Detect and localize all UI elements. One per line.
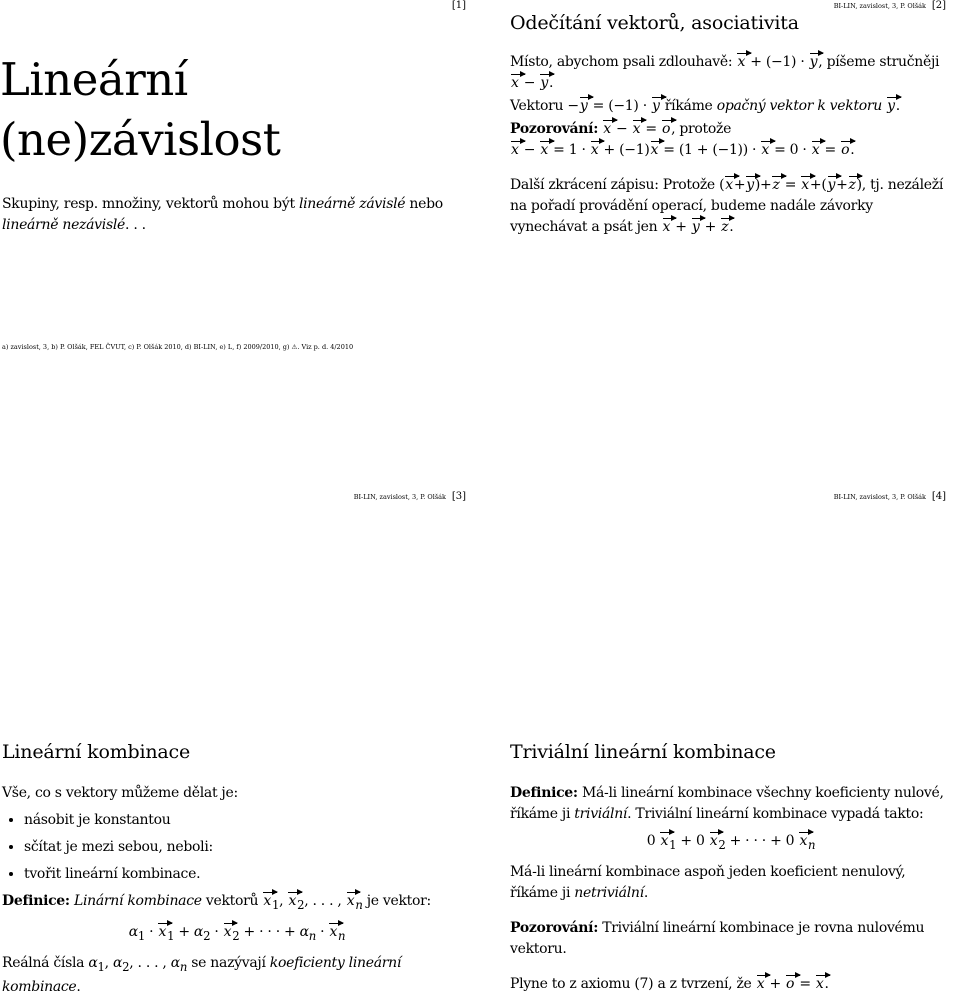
term-independent: lineárně nezávislé (2, 217, 126, 233)
subscript: n (308, 928, 316, 943)
lead-text: Vše, co s vektory můžeme dělat je: (2, 785, 238, 801)
text-fragment: = (−1) · (592, 98, 647, 114)
text-fragment: říkáme (664, 98, 713, 114)
vector-symbol: y (691, 217, 701, 238)
vector-symbol: x (539, 140, 549, 161)
vector-symbol: x (287, 891, 297, 912)
text-fragment: Má-li lineární kombinace aspoň jeden koeficient nenulový, říkáme ji (510, 863, 906, 901)
title-line-2: (ne)závislost (0, 113, 281, 166)
vector-symbol: z (720, 217, 729, 238)
vector-symbol: x (510, 140, 520, 161)
observation (510, 918, 952, 960)
text-fragment: = (1 + (−1)) · (663, 142, 757, 158)
vector-symbol: x (724, 175, 734, 196)
vector-symbol: x (662, 217, 672, 238)
vector-symbol: x (157, 922, 167, 943)
formula: 0 $x_1 + 0$ $x_2$ + · · · + 0 $x_n$ (646, 833, 816, 852)
term-coefficients: koeficienty lineární kombinace (2, 954, 402, 996)
slide-title: Triviální lineární kombinace (510, 741, 776, 763)
slide-body (510, 52, 952, 238)
subscript (338, 929, 345, 943)
text-fragment (510, 960, 952, 974)
text-fragment: = (824, 142, 836, 158)
intro-text: Skupiny, resp. množiny, vektorů mohou být (2, 196, 295, 212)
slide-header: BI-LIN, zavislost, 3, P. Olšák (833, 493, 926, 501)
vector-symbol: x (760, 140, 770, 161)
vector-symbol: y (886, 96, 896, 117)
page-number: [1] (451, 0, 466, 11)
slide-body (2, 783, 472, 998)
vector-symbol: x (811, 140, 821, 161)
conclusion: Plyne to z axiomu (7) a z tvrzení, že x + o = x. (510, 974, 952, 995)
page-number: [4] (931, 491, 946, 502)
vector-symbol: x (510, 73, 520, 94)
vector-symbol: x (223, 922, 233, 943)
text-fragment: vektorů (205, 893, 259, 909)
footer-meta: a) zavislost, 3, b) P. Olšák, FEL ČVUT, c) P. Olšák 2010, d) BI-LIN, e) L, f) 2009/2010, g) ⚠. Viz p. d. 4/2010 (2, 343, 354, 351)
text-fragment: = (645, 121, 657, 137)
term-linear-combination: Linární kombinace (73, 893, 202, 909)
term-opposite-vector: opačný vektor k vektoru (716, 98, 883, 114)
nontrivial-definition: Má-li lineární kombinace aspoň jeden koeficient nenulový, říkáme ji netriviální. (510, 863, 906, 901)
vector-symbol: x (632, 119, 642, 140)
vector-symbol: y (579, 96, 589, 117)
slide-header: BI-LIN, zavislost, 3, P. Olšák (833, 2, 926, 10)
intro-text: nebo (409, 196, 443, 212)
text-fragment: Má-li lineární kombinace všechny koeficienty nulové, říkáme ji (510, 785, 944, 822)
vector-x: x (736, 52, 746, 73)
term-nontrivial: netriviální (574, 884, 644, 901)
subscript (808, 838, 815, 852)
definition: Definice: Linární kombinace vektorů $x_1$, $x_2$, . . . , $x_n$ je vektor: (2, 893, 431, 912)
text-fragment: , píšeme stručněji (818, 54, 940, 70)
text-fragment: n (338, 928, 346, 943)
definition (510, 783, 952, 825)
text-fragment: Další zkrácení zápisu: Protože ( (510, 177, 725, 193)
text-fragment: Definice: (2, 893, 70, 909)
term-dependent: lineárně závislé (298, 196, 406, 212)
vector-symbol: x (602, 119, 612, 140)
vector-y: y (809, 52, 819, 73)
text-fragment (510, 161, 952, 175)
list-item: • tvořit lineární kombinace. (24, 864, 472, 885)
intro-paragraph (2, 194, 472, 236)
slide-header: BI-LIN, zavislost, 3, P. Olšák (353, 493, 446, 501)
vector-symbol: x (659, 831, 669, 852)
page-number: [3] (451, 491, 466, 502)
subscript: 2 (718, 837, 726, 852)
text-fragment: + (−1) · (750, 54, 805, 70)
slide-3 (0, 491, 480, 996)
vector-symbol: y (827, 175, 837, 196)
text-fragment: , protože (671, 121, 732, 137)
text-fragment: − (523, 142, 536, 158)
text-fragment: + (−1) (603, 142, 650, 158)
vector-symbol: x (756, 974, 766, 995)
text-fragment: ), tj. nezáleží na pořadí provádění operací, budeme nadále závorky vynechávat a psát jen (510, 177, 943, 235)
vector-symbol: x (346, 891, 356, 912)
vector-symbol: z (771, 175, 780, 196)
text-fragment: $\alpha_n$ (170, 954, 188, 974)
text-fragment: Triviální lineární kombinace je rovna nulovému vektoru. (510, 919, 925, 957)
list-item: • násobit je konstantou (24, 810, 472, 831)
text-fragment: Definice: (510, 785, 578, 801)
text-fragment: . Triviální lineární kombinace vypadá takto: (627, 806, 924, 822)
vector-symbol: x (709, 831, 719, 852)
vector-symbol: o (785, 974, 795, 995)
subscript: 1 (167, 928, 175, 943)
text-fragment: n (808, 837, 816, 852)
vector-symbol: o (840, 140, 850, 161)
slide-2 (480, 0, 960, 491)
slide-body (510, 783, 952, 995)
text-fragment: Pozorování: (510, 121, 599, 137)
text-fragment: $\alpha_n$ (299, 923, 316, 943)
paragraph-2: Vektoru −y = (−1) · y říkáme opačný vektor k vektoru y. (510, 96, 952, 117)
subscript: 1 (272, 897, 280, 912)
page-number: [2] (931, 0, 946, 11)
vector-symbol: x (328, 922, 338, 943)
subscript: 1 (97, 959, 105, 974)
list-item: • sčítat je mezi sebou, neboli: (24, 837, 472, 858)
text-fragment: n (355, 897, 363, 912)
text-fragment: Reálná čísla (2, 954, 85, 971)
text-fragment: se nazývají (191, 954, 266, 971)
text-fragment: α (88, 954, 98, 971)
slide-4 (480, 491, 960, 992)
text-fragment: α (128, 923, 138, 940)
subscript: 2 (232, 928, 240, 943)
paragraph-1: Místo, abychom psali zdlouhavě: x + (−1) · y, píšeme stručněji x − y. (510, 52, 952, 94)
vector-symbol: z (848, 175, 857, 196)
slide-title: Odečítání vektorů, asociativita (510, 12, 799, 34)
slide-title: Lineární kombinace (2, 741, 190, 763)
vector-symbol: x (800, 175, 810, 196)
text-fragment: je vektor: (366, 893, 431, 909)
title-line-1: Lineární (0, 53, 188, 106)
term-trivial: triviální (574, 806, 628, 822)
vector-symbol: x (798, 831, 808, 852)
subscript: n (179, 959, 188, 974)
vector-symbol: x (262, 891, 272, 912)
text-fragment: Vektoru − (510, 98, 579, 114)
paragraph-3: Další zkrácení zápisu: Protože (x+y)+z = x+(y+z), tj. nezáleží na pořadí provádění operací, budeme nadále závorky vynechávat a psát jen x + y + z. (510, 175, 952, 238)
subscript: 1 (669, 837, 677, 852)
subscript: 2 (203, 928, 211, 943)
subscript: 2 (297, 897, 305, 912)
coefficients-note: Reálná čísla $\alpha_1$, $\alpha_2$, . . . , $\alpha_n$ se nazývají koeficienty lineární kombinace. (2, 954, 402, 996)
text-fragment: Plyne to z axiomu (7) a z tvrzení, že (510, 975, 752, 992)
vector-symbol: x (590, 140, 600, 161)
formula: $\alpha_1 \cdot x_1 + \alpha_2 \cdot x_2$ + · · · + $\alpha_n \cdot x_n$ (128, 923, 346, 943)
text-fragment: α (193, 923, 204, 940)
vector-symbol: o (661, 119, 671, 140)
text-fragment: Místo, abychom psali zdlouhavě: (510, 54, 733, 70)
text-fragment: − (523, 75, 536, 91)
subscript: 2 (122, 959, 130, 974)
text-fragment: Pozorování: (510, 919, 599, 936)
text-fragment (510, 904, 952, 918)
slide-title (0, 50, 280, 170)
text-fragment: = 1 · (553, 142, 586, 158)
slide-1 (0, 0, 480, 491)
vector-symbol: x (815, 974, 825, 995)
subscript: 1 (137, 928, 145, 943)
subscript (355, 898, 362, 912)
ellipsis: . . . (125, 217, 146, 233)
vector-symbol: y (539, 73, 549, 94)
vector-symbol: y (651, 96, 661, 117)
vector-symbol: x (650, 140, 660, 161)
text-fragment: α (112, 954, 123, 971)
vector-symbol: y (745, 175, 755, 196)
observation: Pozorování: x − x = o, protože x − x = 1 · x + (−1)x = (1 + (−1)) · x = 0 · x = o. (510, 119, 952, 161)
text-fragment: = 0 · (774, 142, 807, 158)
operations-list (2, 810, 472, 885)
text-fragment: − (615, 121, 628, 137)
